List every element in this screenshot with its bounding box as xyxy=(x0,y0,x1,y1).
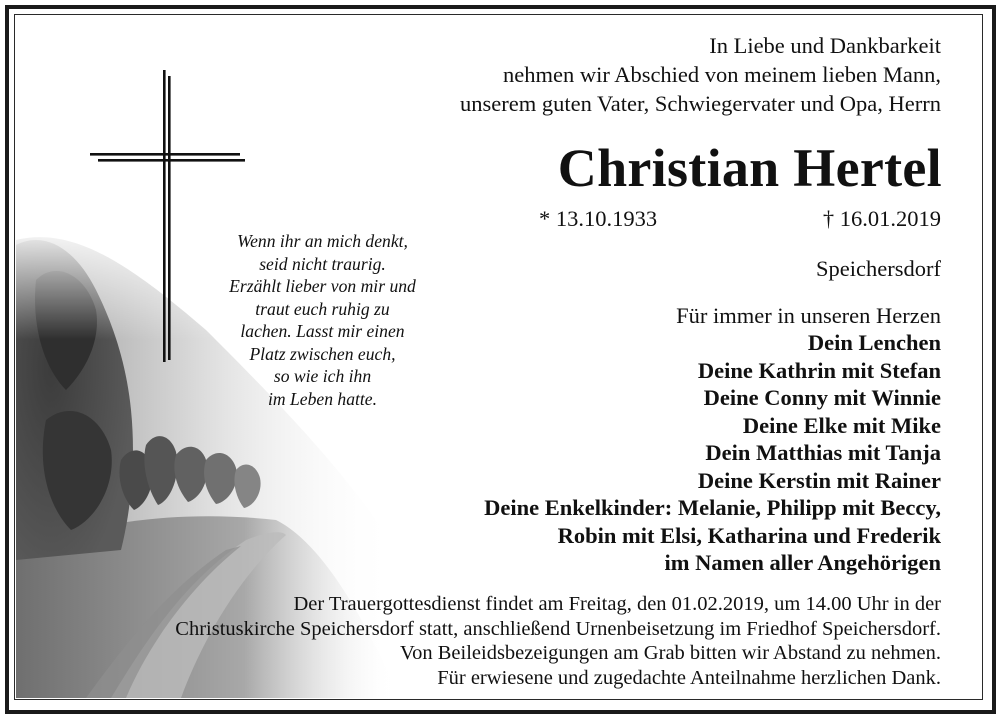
intro-line-2: nehmen wir Abschied von meinem lieben Mann, xyxy=(502,62,941,87)
poem-line: im Leben hatte. xyxy=(268,388,377,409)
family-line: Dein Matthias mit Tanja xyxy=(705,440,941,465)
death-date: † 16.01.2019 xyxy=(822,206,941,231)
footer-line: Der Trauergottesdienst findet am Freitag, den 01.02.2019, um 14.00 Uhr in der xyxy=(293,593,941,615)
poem-line: seid nicht traurig. xyxy=(259,253,386,274)
poem-line: so wie ich ihn xyxy=(273,366,372,386)
family-list xyxy=(484,329,941,577)
poem xyxy=(190,230,455,410)
deceased-name: Christian Hertel xyxy=(557,138,942,198)
footer-line: Christuskirche Speichersdorf statt, anschließend Urnenbeisetzung im Friedhof Speichersdorf. xyxy=(175,617,941,640)
family-line: Deine Conny mit Winnie xyxy=(703,385,941,410)
family-line: Dein Lenchen xyxy=(807,330,941,355)
birth-date: * 13.10.1933 xyxy=(539,206,658,231)
poem-line: Platz zwischen euch, xyxy=(249,343,396,364)
intro-line-1: In Liebe und Dankbarkeit xyxy=(709,33,941,58)
poem-line: Wenn ihr an mich denkt, xyxy=(237,231,408,251)
footer-line: Für erwiesene und zugedachte Anteilnahme herzlichen Dank. xyxy=(437,666,941,689)
family-line: Robin mit Elsi, Katharina und Frederik xyxy=(557,522,941,548)
family-line: Deine Enkelkinder: Melanie, Philipp mit Beccy, xyxy=(484,495,941,520)
intro-line-3: unserem guten Vater, Schwiegervater und Opa, Herrn xyxy=(459,91,941,116)
poem-line: Erzählt lieber von mir und xyxy=(229,276,416,296)
service-info xyxy=(175,592,941,690)
footer-line: Von Beileidsbezeigungen am Grab bitten wir Abstand zu nehmen. xyxy=(399,642,941,664)
family-line: im Namen aller Angehörigen xyxy=(664,550,941,575)
family-line: Deine Kathrin mit Stefan xyxy=(697,357,941,383)
signoff-line: Für immer in unseren Herzen xyxy=(676,303,941,328)
place: Speichersdorf xyxy=(816,256,941,281)
poem-line: traut euch ruhig zu xyxy=(255,298,390,319)
family-line: Deine Elke mit Mike xyxy=(742,412,941,438)
poem-line: lachen. Lasst mir einen xyxy=(240,321,405,341)
family-line: Deine Kerstin mit Rainer xyxy=(697,467,941,493)
